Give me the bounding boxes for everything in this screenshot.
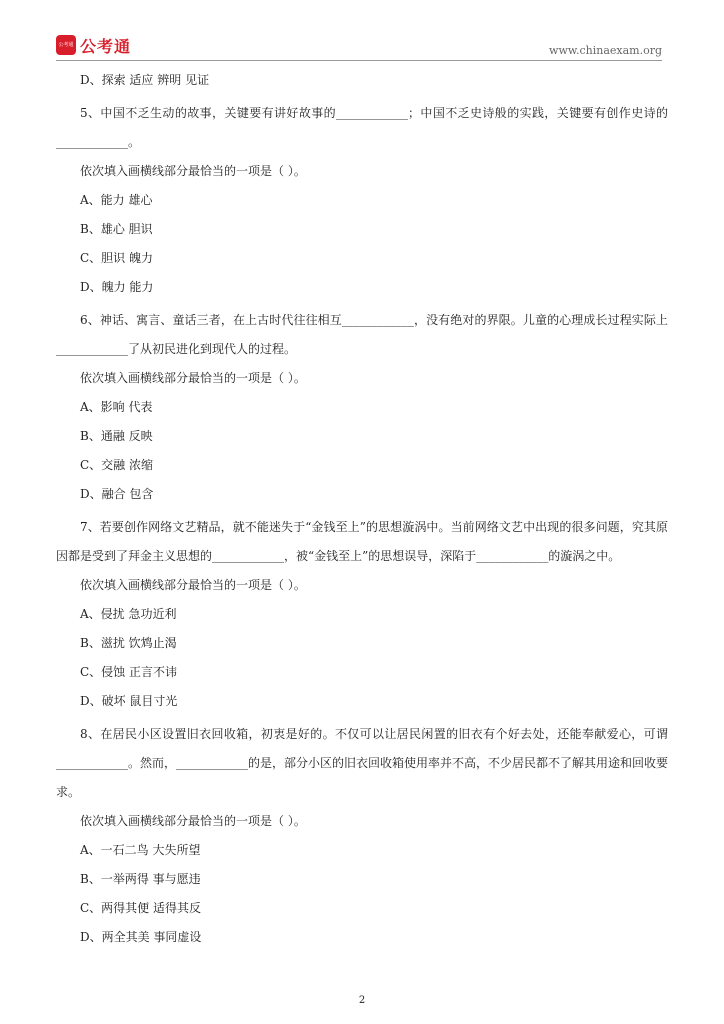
option-line: D、探索 适应 辨明 见证 — [80, 73, 210, 87]
question-8: 8、在居民小区设置旧衣回收箱，初衷是好的。不仅可以让居民闲置的旧衣有个好去处，还能奉献爱心，可谓____________。然而，____________的是，部分小区的旧衣回收箱使用率并不高，不少居民都不了解其用途和回收要求。 — [56, 727, 669, 799]
logo-badge: 公考通 — [56, 35, 76, 55]
question-prompt: 依次填入画横线部分最恰当的一项是（ ）。 — [80, 371, 306, 385]
question-prompt: 依次填入画横线部分最恰当的一项是（ ）。 — [80, 814, 306, 828]
option-line: B、一举两得 事与愿违 — [80, 872, 201, 886]
question-prompt: 依次填入画横线部分最恰当的一项是（ ）。 — [80, 578, 306, 592]
page-number: 2 — [358, 995, 366, 1006]
document-body — [56, 70, 668, 956]
option-line: B、雄心 胆识 — [80, 222, 153, 236]
option-line: C、侵蚀 正言不讳 — [80, 665, 177, 679]
question-6: 6、神话、寓言、童话三者，在上古时代往往相互____________，没有绝对的界限。儿童的心理成长过程实际上____________了从初民进化到现代人的过程。 — [56, 313, 668, 356]
option-line: B、通融 反映 — [80, 429, 153, 443]
option-line: A、能力 雄心 — [80, 193, 153, 207]
option-line: C、交融 浓缩 — [80, 458, 153, 472]
question-7: 7、若要创作网络文艺精品，就不能迷失于“金钱至上”的思想漩涡中。当前网络文艺中出现的很多问题，究其原因都是受到了拜金主义思想的____________，被“金钱至上”的思想误导，深陷于____________的漩涡之中。 — [56, 520, 668, 563]
option-line: A、侵扰 急功近利 — [80, 607, 177, 621]
option-line: D、融合 包含 — [80, 487, 154, 501]
option-line: D、破坏 鼠目寸光 — [80, 694, 178, 708]
option-line: C、胆识 魄力 — [80, 251, 153, 265]
option-line: D、魄力 能力 — [80, 280, 154, 294]
option-line: D、两全其美 事同虚设 — [80, 930, 202, 944]
option-line: A、影响 代表 — [80, 400, 153, 414]
logo-name: 公考通 — [80, 36, 132, 56]
logo — [56, 34, 131, 56]
question-prompt: 依次填入画横线部分最恰当的一项是（ ）。 — [80, 164, 306, 178]
option-line: C、两得其便 适得其反 — [80, 901, 201, 915]
option-line: B、滋扰 饮鸩止渴 — [80, 636, 177, 650]
question-5: 5、中国不乏生动的故事，关键要有讲好故事的____________；中国不乏史诗般的实践，关键要有创作史诗的____________。 — [56, 106, 668, 149]
option-line: A、一石二鸟 大失所望 — [80, 843, 201, 857]
page-header — [56, 34, 662, 61]
site-url: www.chinaexam.org — [549, 44, 662, 57]
